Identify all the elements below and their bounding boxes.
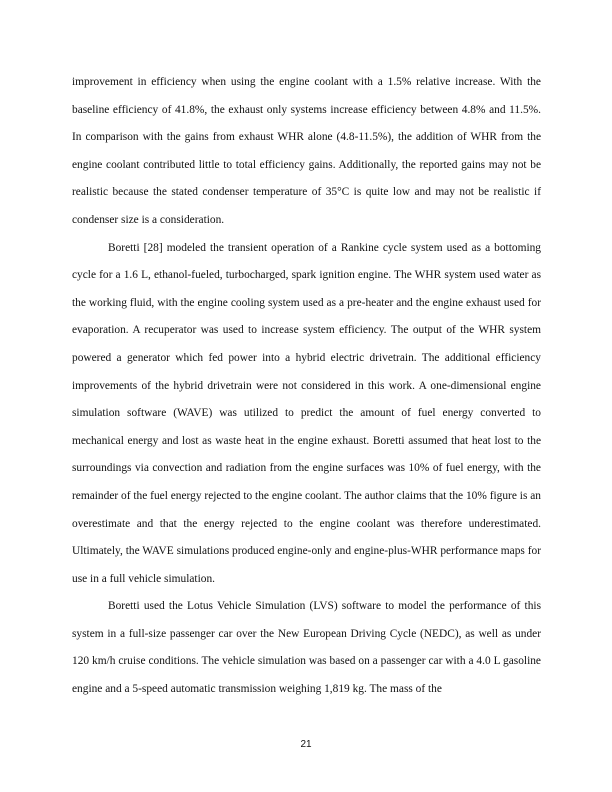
paragraph-continued: improvement in efficiency when using the engine coolant with a 1.5% relative increase. With the baseline efficiency of 41.8%, the exhaust only systems increase efficiency between 4.8% and 11.5%. In comparison with the gains from exhaust WHR alone (4.8-11.5%), the addition of WHR from the engine coolant contributed little to total efficiency gains. Additionally, the reported gains may not be realistic because the stated condenser temperature of 35°C is quite low and may not be realistic if condenser size is a consideration. xyxy=(72,76,541,226)
paragraph-boretti-lvs: Boretti used the Lotus Vehicle Simulation (LVS) software to model the performance of this system in a full-size passenger car over the New European Driving Cycle (NEDC), as well as under 120 km/h cruise conditions. The vehicle simulation was based on a passenger car with a 4.0 L gasoline engine and a 5-speed automatic transmission weighing 1,819 kg. The mass of the xyxy=(72,600,541,696)
body-text xyxy=(72,69,541,704)
page-number: 21 xyxy=(300,739,312,750)
paragraph-boretti-model: Boretti [28] modeled the transient operation of a Rankine cycle system used as a bottoming cycle for a 1.6 L, ethanol-fueled, turbocharged, spark ignition engine. The WHR system used water as the working fluid, with the engine cooling system used as a pre-heater and the engine exhaust used for evaporation. A recuperator was used to increase system efficiency. The output of the WHR system powered a generator which fed power into a hybrid electric drivetrain. The additional efficiency improvements of the hybrid drivetrain were not considered in this work. A one-dimensional engine simulation software (WAVE) was utilized to predict the amount of fuel energy converted to mechanical energy and lost as waste heat in the engine exhaust. Boretti assumed that heat lost to the surroundings via convection and radiation from the engine surfaces was 10% of fuel energy, with the remainder of the fuel energy rejected to the engine coolant. The author claims that the 10% figure is an overestimate and that the energy rejected to the engine coolant was therefore underestimated. Ultimately, the WAVE simulations produced engine-only and engine-plus-WHR performance maps for use in a full vehicle simulation. xyxy=(72,241,541,585)
